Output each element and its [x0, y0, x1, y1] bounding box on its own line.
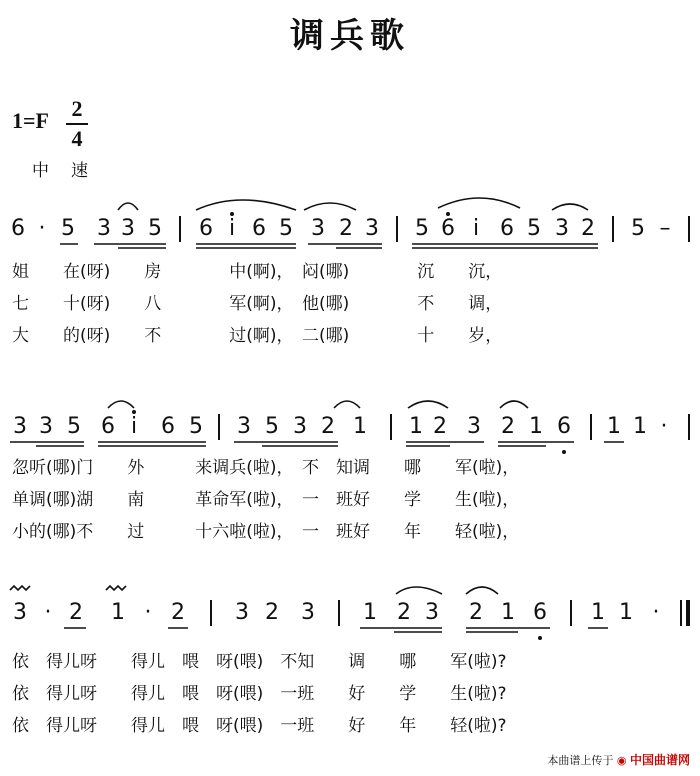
note: 1 [591, 600, 605, 625]
note: 1 [363, 600, 377, 625]
note: 6 [101, 414, 115, 439]
note: 5 [265, 414, 279, 439]
note: 2 [469, 600, 483, 625]
note: 5 [61, 216, 75, 241]
note: 3 [467, 414, 481, 439]
time-sig-bottom: 4 [71, 126, 83, 151]
note: 3 [425, 600, 439, 625]
note: 2 [501, 414, 515, 439]
octave-dot-high [132, 410, 136, 414]
lyric-line: 小的(哪)不 过 十六啦(啦)， 一 班好 年 轻(啦)， [12, 522, 520, 542]
octave-dot-low [562, 450, 566, 454]
note: 6 [533, 600, 547, 625]
note: 2 [397, 600, 411, 625]
octave-dot-high [446, 212, 450, 216]
note: 1 [619, 600, 633, 625]
note-dot: · [38, 216, 46, 241]
lyric-line: 依 得儿呀 得儿 喂 呀(喂) 一班 好 学 生(啦)? [12, 684, 507, 704]
slur [408, 401, 448, 408]
credit-site: 中国曲谱网 [629, 753, 690, 767]
note: 1 [633, 414, 647, 439]
note: 3 [365, 216, 379, 241]
note: 5 [415, 216, 429, 241]
lyric-line: 大 的(呀) 不 过(啊)， 二(哪) 十 岁， [12, 326, 503, 346]
note: 3 [301, 600, 315, 625]
note: 3 [293, 414, 307, 439]
note: 1 [501, 600, 515, 625]
note: 3 [237, 414, 251, 439]
note: 6 [199, 216, 213, 241]
note: 2 [581, 216, 595, 241]
slur [334, 401, 360, 408]
lyric-line: 依 得儿呀 得儿 喂 呀(喂) 一班 好 年 轻(啦)? [12, 716, 507, 736]
note: 5 [148, 216, 162, 241]
note: 3 [13, 414, 27, 439]
note: 1 [111, 600, 125, 625]
slur [438, 198, 520, 208]
slur [118, 203, 138, 210]
slur [466, 587, 498, 594]
site-logo-icon: ◉ [616, 754, 627, 767]
time-sig-top: 2 [71, 96, 83, 121]
lyric-line: 忽听(哪)门 外 来调兵(啦)， 不 知调 哪 军(啦)， [12, 458, 520, 478]
note: 3 [39, 414, 53, 439]
note: 6 [252, 216, 266, 241]
note: 6 [441, 216, 455, 241]
lyric-line: 七 十(呀) 八 军(啊)， 他(哪) 不 调， [12, 294, 503, 314]
note-dot: · [144, 600, 152, 625]
note: 2 [321, 414, 335, 439]
slur [552, 204, 588, 210]
note: 2 [171, 600, 185, 625]
slur [196, 200, 296, 210]
mordent [106, 586, 126, 590]
note: i [130, 414, 138, 439]
mordent [10, 586, 30, 590]
note-dash: – [659, 216, 671, 241]
note: i [228, 216, 236, 241]
octave-dot-high [230, 212, 234, 216]
note: 3 [235, 600, 249, 625]
note: 5 [631, 216, 645, 241]
credit-text: 本曲谱上传于 [547, 754, 614, 767]
note: 5 [67, 414, 81, 439]
note: 5 [189, 414, 203, 439]
note: 1 [353, 414, 367, 439]
note: 6 [557, 414, 571, 439]
note: 2 [339, 216, 353, 241]
slur [396, 587, 442, 594]
note: 1 [409, 414, 423, 439]
note: 2 [265, 600, 279, 625]
slur [108, 401, 134, 408]
lyric-line: 姐 在(呀) 房 中(啊)， 闷(哪) 沉 沉， [12, 262, 503, 282]
note: 3 [555, 216, 569, 241]
note: 6 [161, 414, 175, 439]
note-dot: · [652, 600, 660, 625]
octave-dot-low [538, 636, 542, 640]
note: 3 [311, 216, 325, 241]
note: 6 [500, 216, 514, 241]
lyric-line: 依 得儿呀 得儿 喂 呀(喂) 不知 调 哪 军(啦)? [12, 652, 507, 672]
note: 3 [121, 216, 135, 241]
note: i [472, 216, 480, 241]
note: 6 [11, 216, 25, 241]
song-title: 调兵歌 [290, 16, 410, 56]
note-dot: · [660, 414, 668, 439]
note: 1 [529, 414, 543, 439]
note: 5 [279, 216, 293, 241]
lyric-line: 单调(哪)湖 南 革命军(啦)， 一 班好 学 生(啦)， [12, 490, 520, 510]
key-signature: 1=F [12, 108, 49, 133]
note-dot: · [44, 600, 52, 625]
note: 5 [527, 216, 541, 241]
note: 1 [607, 414, 621, 439]
note: 3 [13, 600, 27, 625]
note: 2 [433, 414, 447, 439]
note: 3 [97, 216, 111, 241]
slur [500, 401, 528, 408]
slur [304, 203, 356, 210]
tempo-marking: 中速 [32, 161, 110, 181]
note: 2 [69, 600, 83, 625]
source-credit [547, 751, 690, 768]
